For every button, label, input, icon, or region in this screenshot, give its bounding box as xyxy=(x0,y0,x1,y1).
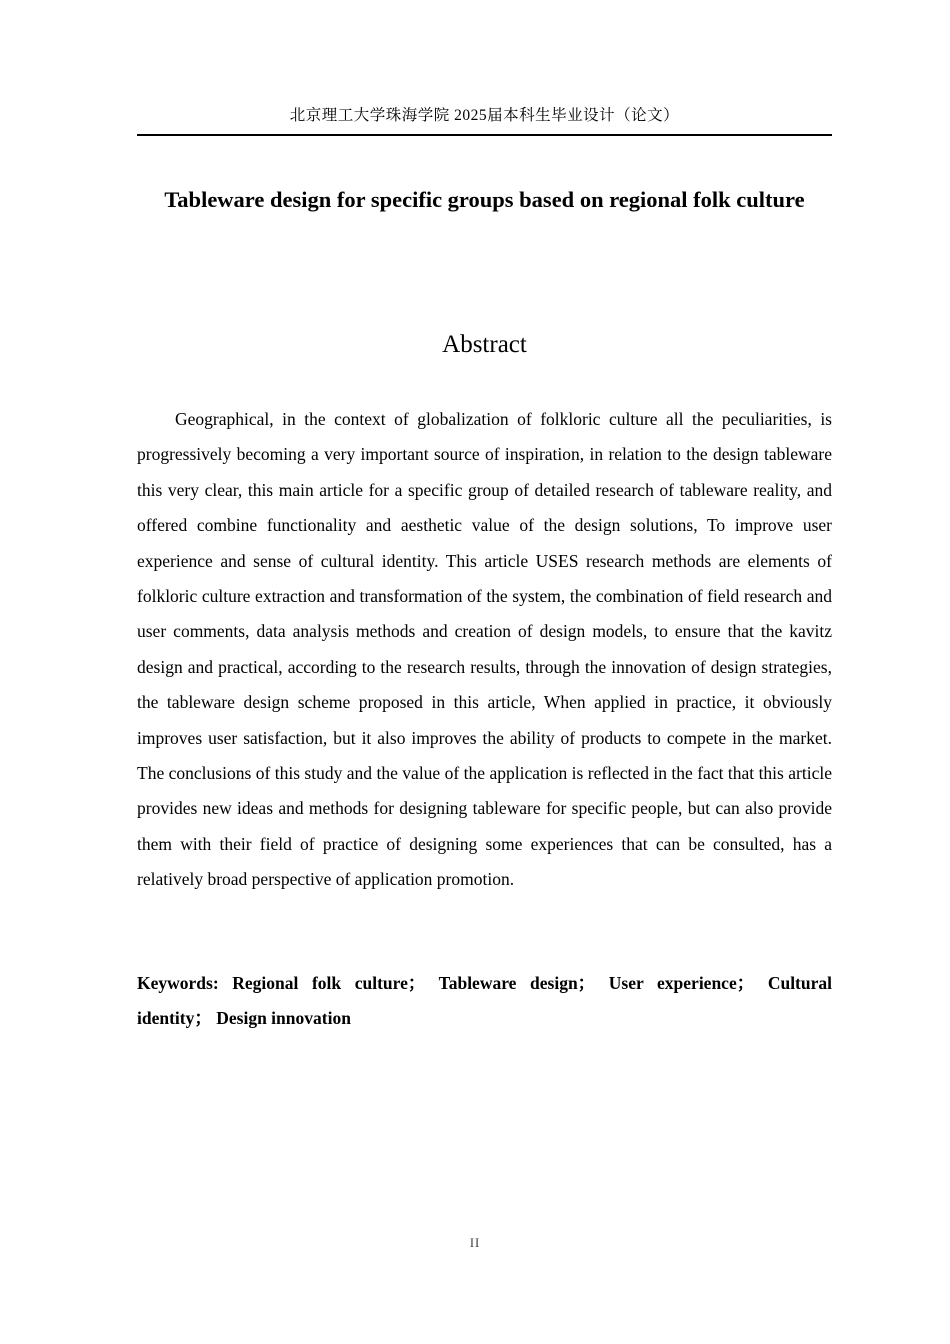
abstract-paragraph: Geographical, in the context of globalization of folkloric culture all the peculiarities, is progressively becoming a very important source of inspiration, in relation to the design tableware this very clear, this main article for a specific group of detailed research of tableware reality, and offered combine functionality and aesthetic value of the design solutions, To improve user experience and sense of cultural identity. This article USES research methods are elements of folkloric culture extraction and transformation of the system, the combination of field research and user comments, data analysis methods and creation of design models, to ensure that the kavitz design and practical, according to the research results, through the innovation of design strategies, the tableware design scheme proposed in this article, When applied in practice, it obviously improves user satisfaction, but it also improves the ability of products to compete in the market. The conclusions of this study and the value of the application is reflected in the fact that this article provides new ideas and methods for designing tableware for specific people, but can also provide them with their field of practice of designing some experiences that can be consulted, has a relatively broad perspective of application promotion. xyxy=(137,409,832,890)
keywords-paragraph: Keywords: Regional folk culture； Tableware design； User experience； Cultural identity； Design innovation xyxy=(137,973,832,1028)
page-header xyxy=(137,103,832,136)
abstract-heading: Abstract xyxy=(442,331,527,358)
header-text: 北京理工大学珠海学院 2025届本科生毕业设计（论文） xyxy=(289,107,680,124)
page-number: II xyxy=(469,1236,481,1250)
document-title: Tableware design for specific groups based on regional folk culture xyxy=(164,187,805,212)
